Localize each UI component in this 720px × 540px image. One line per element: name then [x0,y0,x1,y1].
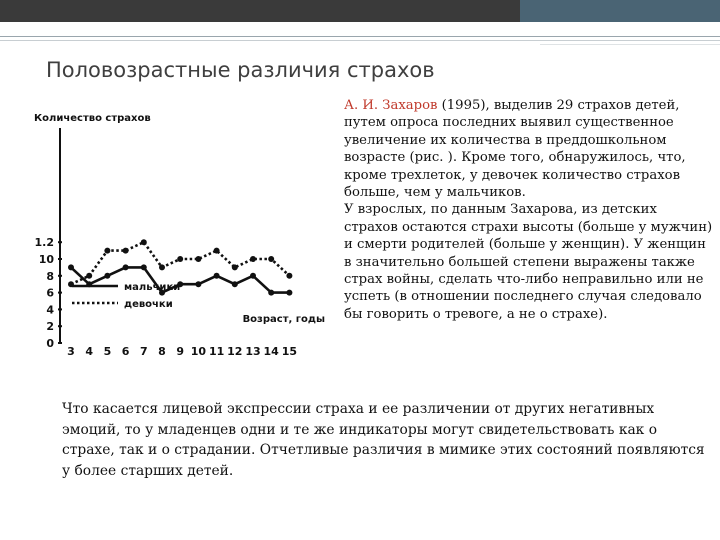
data-point [268,290,274,296]
data-point [250,256,256,262]
y-tick-label: 0 [46,337,54,350]
x-tick-label: 5 [103,345,112,358]
data-point [195,281,201,287]
data-point [86,273,92,279]
divider-line [0,40,720,41]
x-tick-label: 15 [281,345,298,358]
data-point [159,264,165,270]
x-tick-label: 3 [67,345,75,358]
legend-label: мальчики [124,282,181,293]
y-tick-label: 2 [46,320,54,334]
data-point [195,256,201,262]
x-tick-label: 11 [208,345,225,358]
x-tick-label: 14 [263,345,279,358]
data-point [104,273,110,279]
data-point [141,239,147,245]
y-tick-label: 10 [38,253,54,266]
y-tick-label: 1.2 [34,236,54,250]
x-tick-label: 10 [190,345,207,358]
data-point [123,264,129,270]
paragraph-1 [344,97,714,201]
x-tick-label: 6 [121,345,130,358]
author-name: А. И. Захаров [344,98,438,113]
y-axis-label: Количество страхов [34,113,151,124]
divider-line [0,36,720,37]
data-point [214,273,220,279]
y-tick-label: 8 [46,269,54,283]
x-axis-label: Возраст, годы [242,314,325,325]
fear-count-chart [32,100,332,362]
data-point [177,256,183,262]
data-point [214,248,220,254]
top-bar-accent [520,0,720,22]
x-tick-label: 12 [227,345,243,358]
data-point [268,256,274,262]
legend-label: девочки [124,299,173,310]
data-point [232,281,238,287]
x-tick-label: 13 [245,345,261,358]
right-text-block [344,97,714,323]
data-point [232,264,238,270]
x-tick-label: 4 [85,345,94,358]
paragraph-3: Что касается лицевой экспрессии страха и ее различении от других негативных эмоций, то у младенцев одни и те же индикаторы могут свидетельствовать как о страхе, так и о страдании. Отчетливые различия в мимике этих состояний появляются у более старших детей. [62,401,705,479]
data-point [104,248,110,254]
data-point [250,273,256,279]
x-tick-label: 8 [158,345,166,358]
x-tick-label: 7 [139,345,148,358]
data-point [123,248,129,254]
divider-line [540,44,720,45]
y-tick-label: 6 [46,286,54,300]
paragraph-1-text: (1995), выделив 29 страхов детей, путем опроса последних выявил существенное увеличение их количества в преддошкольном возрасте (рис. ). Кроме того, обнаружилось, что, кроме трехлеток, у девочек количество страхов больше, чем у мальчиков. [344,98,686,201]
x-tick-label: 9 [176,345,185,358]
data-point [141,264,147,270]
data-point [286,273,292,279]
data-point [286,290,292,296]
paragraph-2: У взрослых, по данным Захарова, из детских страхов остаются страхи высоты (больше у мужчин) и смерти родителей (больше у женщин). У женщин в значительно большей степени выражены также страх войны, сделать что-либо неправильно или не успеть (в отношении последнего случая следовало бы говорить о тревоге, а не о страхе). [344,202,713,322]
data-point [68,264,74,270]
slide-title: Половозрастные различия страхов [46,58,435,82]
y-tick-label: 4 [46,303,54,317]
